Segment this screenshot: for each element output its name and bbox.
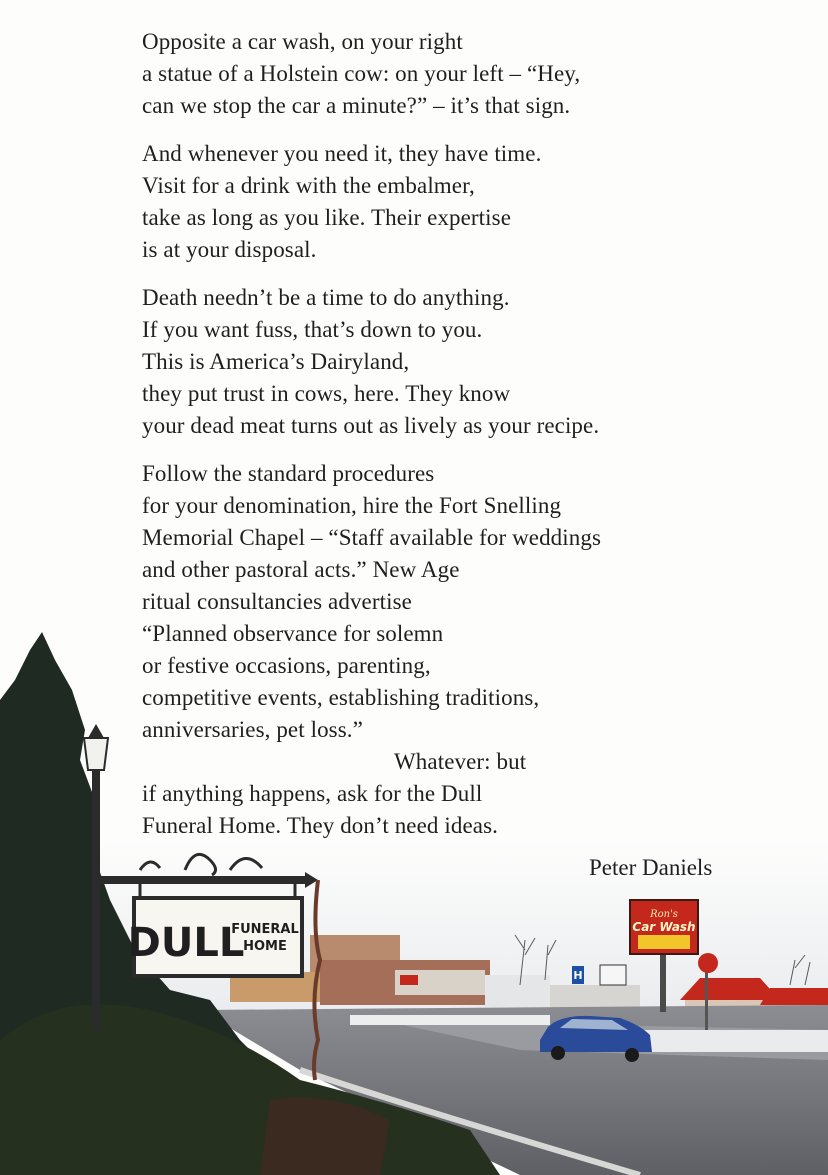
sign-line2: HOME	[243, 939, 287, 954]
poem-line: Death needn’t be a time to do anything.	[142, 285, 510, 310]
poem-line: for your denomination, hire the Fort Snelling	[142, 493, 562, 518]
poem-line: can we stop the car a minute?” – it’s that sign.	[142, 93, 571, 118]
poem-line: if anything happens, ask for the Dull	[142, 781, 483, 806]
poem-line: Memorial Chapel – “Staff available for weddings	[142, 525, 602, 550]
poem-line: anniversaries, pet loss.”	[142, 717, 363, 742]
poem-body	[142, 26, 762, 858]
poem-line: competitive events, establishing traditions,	[142, 685, 540, 710]
funeral-home-sign	[128, 898, 302, 976]
poem-line: “Planned observance for solemn	[142, 621, 444, 646]
poem-line: Funeral Home. They don’t need ideas.	[142, 813, 498, 838]
poem-line: And whenever you need it, they have time.	[142, 141, 542, 166]
stanza-2	[142, 138, 762, 266]
poem-line: If you want fuss, that’s down to you.	[142, 317, 483, 342]
poem-line: This is America’s Dairyland,	[142, 349, 410, 374]
poem-line: take as long as you like. Their expertise	[142, 205, 512, 230]
poem-line: or festive occasions, parenting,	[142, 653, 431, 678]
poem-line: your dead meat turns out as lively as your recipe.	[142, 413, 600, 438]
stanza-4	[142, 458, 762, 842]
sign-name: DULL	[127, 920, 245, 966]
poem-line: is at your disposal.	[142, 237, 317, 262]
carwash-sign-line1: Ron's	[650, 909, 678, 920]
poem-line: ritual consultancies advertise	[142, 589, 412, 614]
poem-line: a statue of a Holstein cow: on your left – “Hey,	[142, 61, 581, 86]
poem-line: Whatever: but	[394, 749, 527, 774]
poem-line: Opposite a car wash, on your right	[142, 29, 463, 54]
carwash-sign-line2: Car Wash	[632, 920, 696, 934]
stanza-3	[142, 282, 762, 442]
poem-line: Follow the standard procedures	[142, 461, 435, 486]
poem-line: they put trust in cows, here. They know	[142, 381, 511, 406]
sign-line1: FUNERAL	[231, 922, 299, 937]
poem-line: Visit for a drink with the embalmer,	[142, 173, 475, 198]
poem-line: and other pastoral acts.” New Age	[142, 557, 460, 582]
highway-marker: H	[573, 969, 583, 982]
stanza-1	[142, 26, 762, 122]
author-name: Peter Daniels	[589, 855, 713, 880]
